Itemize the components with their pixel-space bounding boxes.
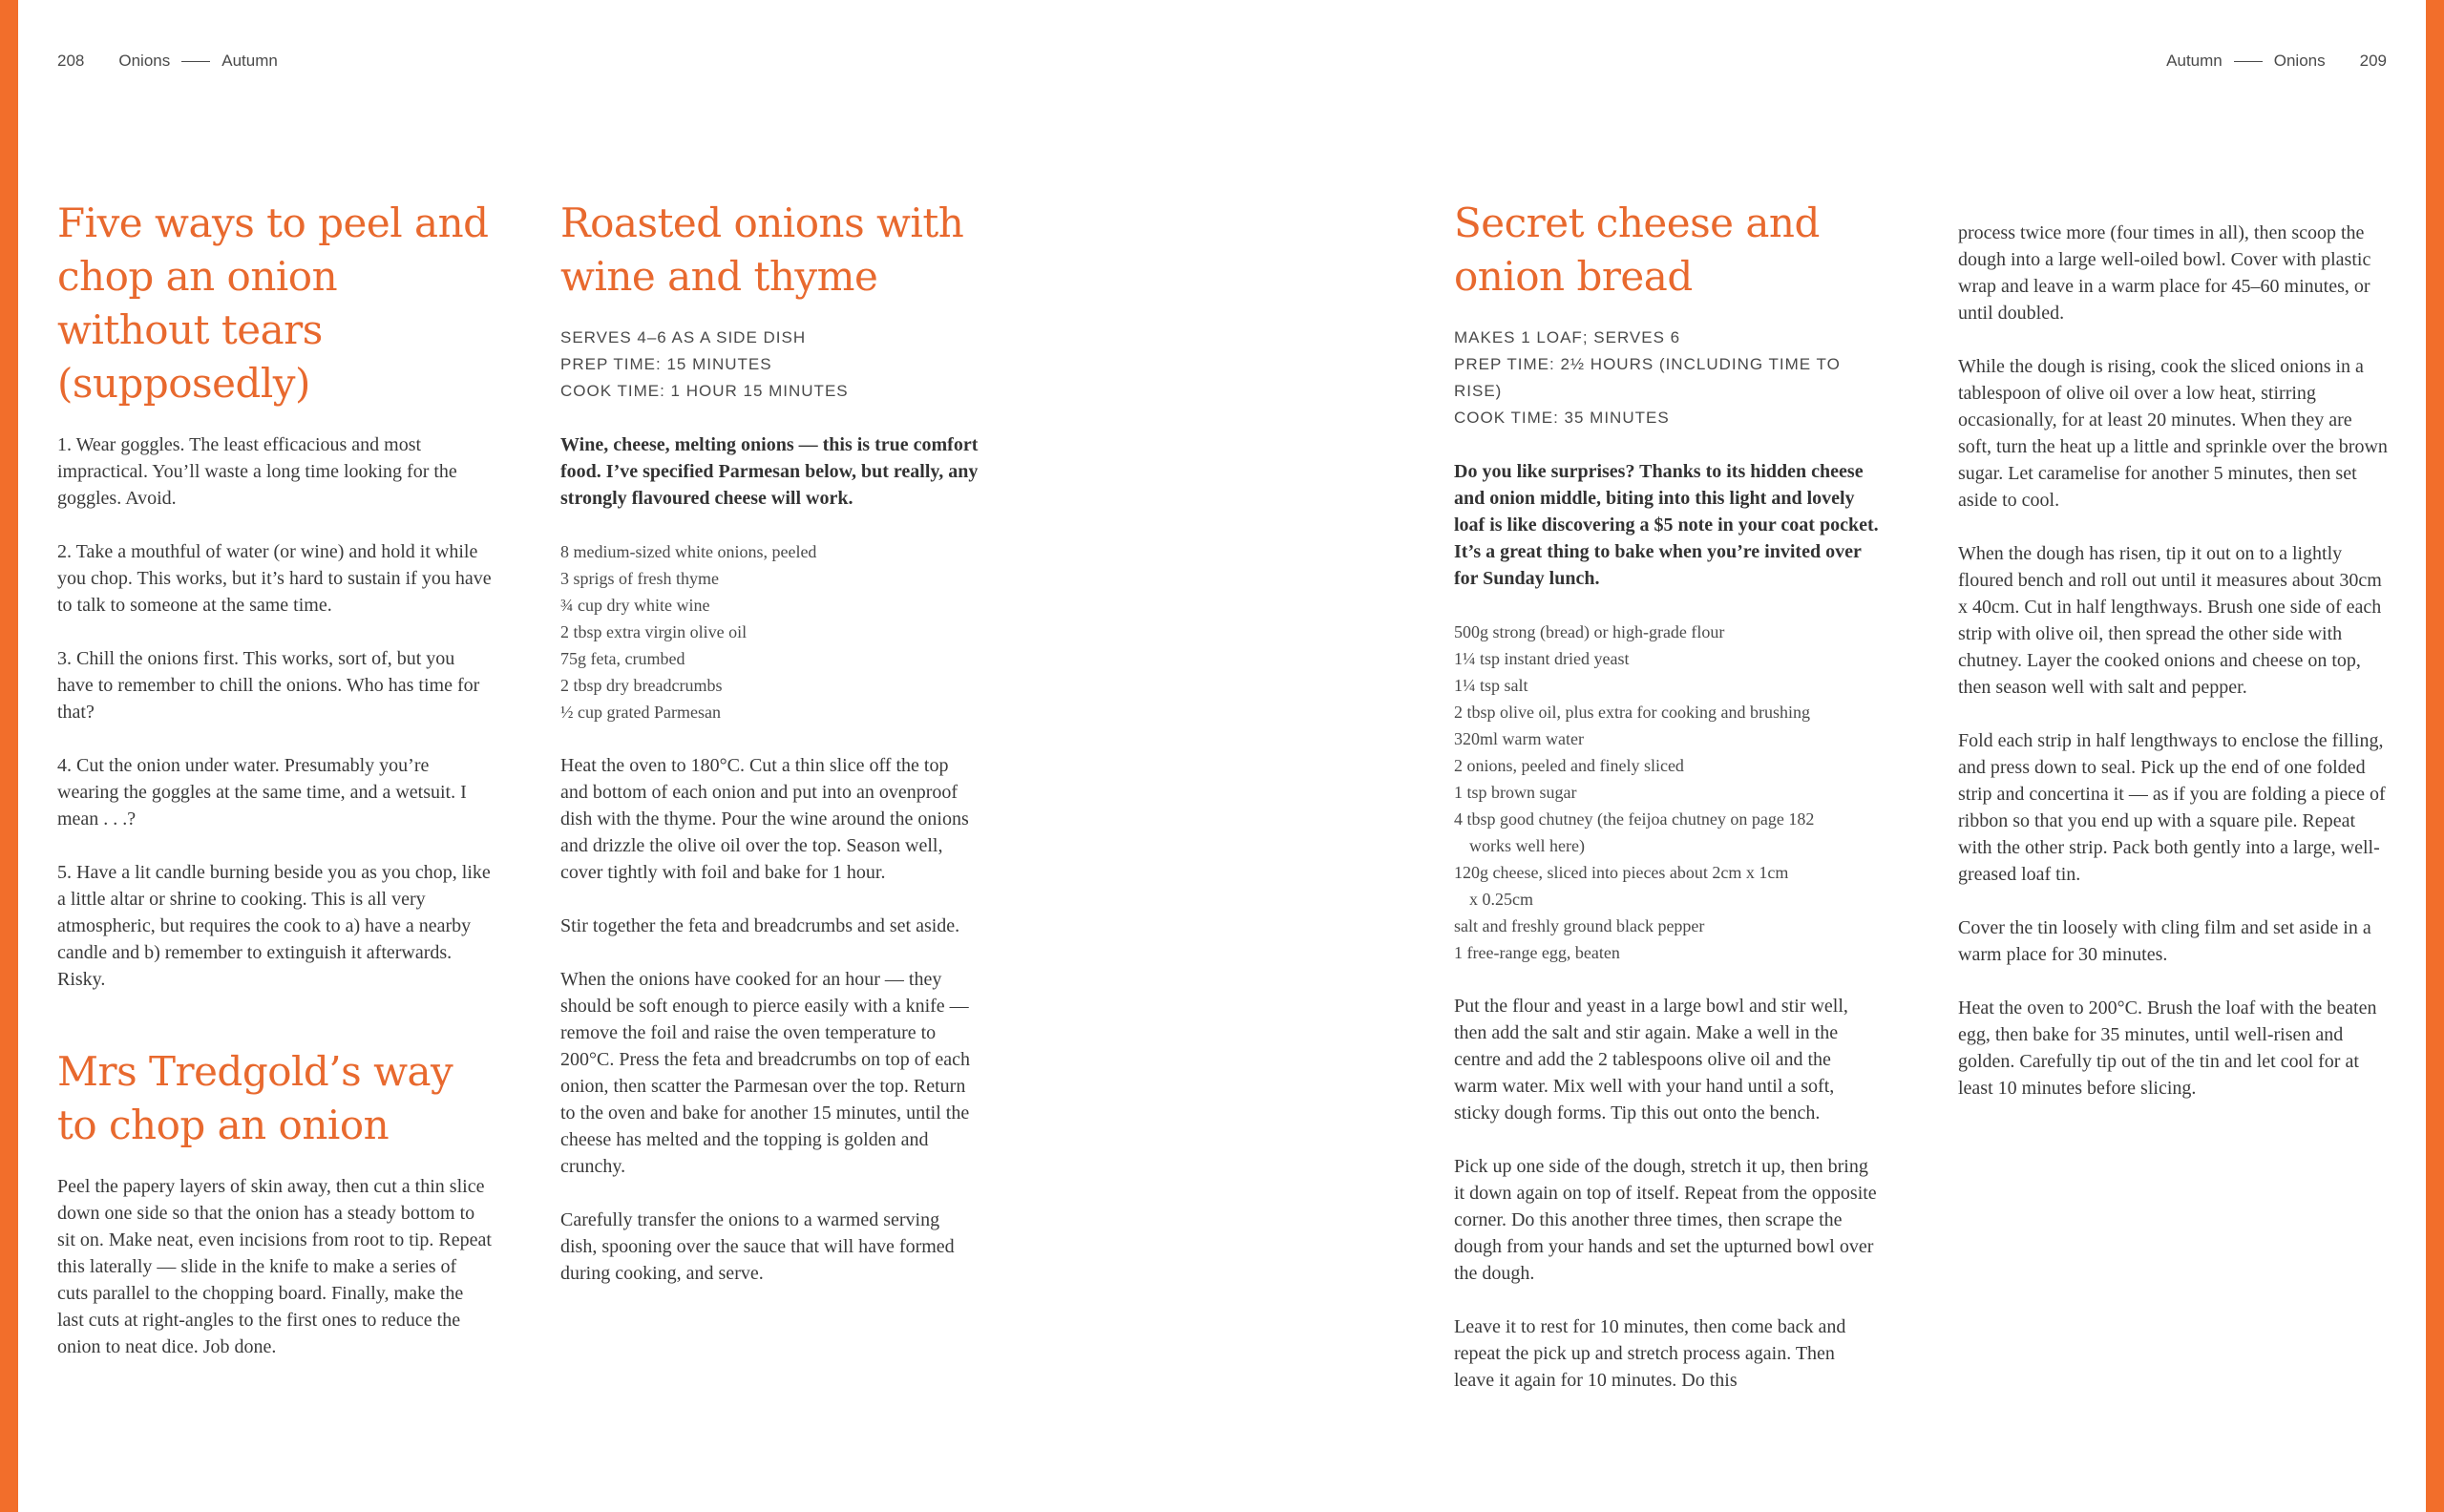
recipe-intro: Wine, cheese, melting onions — this is true comfort food. I’ve specified Parmesan below, but really, any strongly flavoured cheese will work.: [560, 434, 979, 509]
left-page-edge-band: [0, 0, 18, 1512]
method-step: Pick up one side of the dough, stretch it up, then bring it down again on top of itself. Repeat from the opposite corner. Do this another three times, then scrape the dough from your hands and set the upturned bowl over the dough.: [1454, 1156, 1877, 1284]
ingredient-item: ½ cup grated Parmesan: [560, 703, 721, 722]
right-page-edge-band: [2426, 0, 2444, 1512]
ingredient-item: 2 tbsp olive oil, plus extra for cooking and brushing: [1454, 703, 1810, 722]
method-step: Cover the tin loosely with cling film and set aside in a warm place for 30 minutes.: [1958, 917, 2371, 965]
page-number-left: 208: [57, 52, 85, 70]
ingredient-item: 4 tbsp good chutney (the feijoa chutney on page 182: [1454, 809, 1815, 829]
roasted-title: Roasted onions with wine and thyme: [560, 200, 964, 300]
ingredient-list: [1454, 619, 1879, 966]
prep-time-line: PREP TIME: 2½ HOURS (INCLUDING TIME TO RISE): [1454, 355, 1841, 400]
ingredient-item: 2 tbsp dry breadcrumbs: [560, 676, 723, 695]
ingredient-list: [560, 538, 980, 725]
ingredient-item: 1¼ tsp instant dried yeast: [1454, 649, 1630, 668]
ingredient-item: 8 medium-sized white onions, peeled: [560, 542, 817, 561]
makes-line: MAKES 1 LOAF; SERVES 6: [1454, 328, 1681, 346]
ingredient-item: 3 sprigs of fresh thyme: [560, 569, 719, 588]
column-five-ways: [57, 197, 492, 1360]
header-rule: [181, 61, 210, 62]
ingredient-item: ¾ cup dry white wine: [560, 596, 710, 615]
right-page-header: [2166, 52, 2387, 71]
column-cheese-bread: [1454, 197, 1879, 1394]
header-section-autumn: Autumn: [221, 52, 278, 70]
method-step: Stir together the feta and breadcrumbs and set aside.: [560, 915, 960, 936]
method-step: Fold each strip in half lengthways to enclose the filling, and press down to seal. Pick up the end of one folded strip and concertina it — as if you are folding a piece of ribbon so that you end up with a square pile. Repeat with the other strip. Pack both gently into a large, well-greased loaf tin.: [1958, 730, 2386, 885]
tip-item: 3. Chill the onions first. This works, sort of, but you have to remember to chill the onions. Who has time for that?: [57, 648, 480, 723]
method-step: When the dough has risen, tip it out on to a lightly floured bench and roll out until it measures about 30cm x 40cm. Cut in half lengthways. Brush one side of each strip with olive oil, then spread the other side with chutney. Layer the cooked onions and cheese on top, then season well with salt and pepper.: [1958, 543, 2382, 698]
ingredient-item: 500g strong (bread) or high-grade flour: [1454, 622, 1725, 641]
cook-time-line: COOK TIME: 35 MINUTES: [1454, 409, 1670, 427]
method-step: Heat the oven to 180°C. Cut a thin slice off the top and bottom of each onion and put into an ovenproof dish with the thyme. Pour the wine around the onions and drizzle the olive oil over the top. Season well, cover tightly with foil and bake for 1 hour.: [560, 755, 969, 883]
page-number-right: 209: [2359, 52, 2387, 70]
five-ways-title: Five ways to peel and chop an onion without tears (supposedly): [57, 200, 489, 407]
column-roasted-onions: [560, 197, 980, 1287]
header-rule: [2234, 61, 2263, 62]
column-bread-method-continued: [1958, 220, 2388, 1102]
method-step: When the onions have cooked for an hour — they should be soft enough to pierce easily with a knife — remove the foil and raise the oven temperature to 200°C. Press the feta and breadcrumbs on top of each onion, then scatter the Parmesan over the top. Return to the oven and bake for another 15 minutes, until the cheese has melted and the topping is golden and crunchy.: [560, 969, 970, 1177]
method-step: Heat the oven to 200°C. Brush the loaf with the beaten egg, then bake for 35 minutes, until well-risen and golden. Carefully tip out of the tin and let cool for at least 10 minutes before slicing.: [1958, 998, 2377, 1099]
tip-item: 1. Wear goggles. The least efficacious and most impractical. You’ll waste a long time looking for the goggles. Avoid.: [57, 434, 457, 509]
ingredient-item: 75g feta, crumbed: [560, 649, 685, 668]
method-step: Leave it to rest for 10 minutes, then come back and repeat the pick up and stretch process again. Then leave it again for 10 minutes. Do this: [1454, 1316, 1846, 1391]
ingredient-item-continuation: x 0.25cm: [1469, 890, 1533, 909]
ingredient-item-continuation: works well here): [1469, 836, 1585, 855]
tip-item: 2. Take a mouthful of water (or wine) and hold it while you chop. This works, but it’s hard to sustain if you have to talk to someone at the same time.: [57, 541, 492, 616]
ingredient-item: 2 tbsp extra virgin olive oil: [560, 622, 748, 641]
header-section-onions: Onions: [118, 52, 171, 70]
ingredient-item: 1 tsp brown sugar: [1454, 783, 1577, 802]
recipe-intro: Do you like surprises? Thanks to its hidden cheese and onion middle, biting into this light and lovely loaf is like discovering a $5 note in your coat pocket. It’s a great thing to bake when you’re invited over for Sunday lunch.: [1454, 461, 1879, 589]
prep-time-line: PREP TIME: 15 MINUTES: [560, 355, 772, 373]
tredgold-body: Peel the papery layers of skin away, then cut a thin slice down one side so that the onion has a steady bottom to sit on. Make neat, even incisions from root to tip. Repeat this laterally — slide in the knife to make a series of cuts parallel to the chopping board. Finally, make the last cuts at right-angles to the first ones to reduce the onion to neat dice. Job done.: [57, 1176, 492, 1357]
recipe-meta: [560, 325, 980, 405]
method-step: process twice more (four times in all), then scoop the dough into a large well-oiled bowl. Cover with plastic wrap and leave in a warm place for 45–60 minutes, or until doubled.: [1958, 222, 2371, 324]
ingredient-item: 1 free-range egg, beaten: [1454, 943, 1620, 962]
tip-item: 5. Have a lit candle burning beside you as you chop, like a little altar or shrine to cooking. This is all very atmospheric, but requires the cook to a) have a nearby candle and b) remember to extinguish it afterwards. Risky.: [57, 862, 491, 990]
recipe-meta: [1454, 325, 1879, 431]
ingredient-item: 2 onions, peeled and finely sliced: [1454, 756, 1684, 775]
bread-title: Secret cheese and onion bread: [1454, 200, 1820, 300]
ingredient-item: 320ml warm water: [1454, 729, 1584, 748]
tredgold-title: Mrs Tredgold’s way to chop an onion: [57, 1048, 453, 1148]
ingredient-item: 120g cheese, sliced into pieces about 2cm x 1cm: [1454, 863, 1789, 882]
serves-line: SERVES 4–6 AS A SIDE DISH: [560, 328, 807, 346]
header-section-onions: Onions: [2273, 52, 2326, 70]
method-step: Carefully transfer the onions to a warmed serving dish, spooning over the sauce that will have formed during cooking, and serve.: [560, 1209, 955, 1284]
tip-item: 4. Cut the onion under water. Presumably you’re wearing the goggles at the same time, and a wetsuit. I mean . . .?: [57, 755, 467, 830]
ingredient-item: salt and freshly ground black pepper: [1454, 916, 1705, 935]
left-page-header: [57, 52, 278, 71]
cook-time-line: COOK TIME: 1 HOUR 15 MINUTES: [560, 382, 849, 400]
ingredient-item: 1¼ tsp salt: [1454, 676, 1528, 695]
method-step: While the dough is rising, cook the sliced onions in a tablespoon of olive oil over a low heat, stirring occasionally, for at least 20 minutes. When they are soft, turn the heat up a little and sprinkle over the brown sugar. Let caramelise for another 5 minutes, then set aside to cool.: [1958, 356, 2388, 511]
header-section-autumn: Autumn: [2166, 52, 2223, 70]
method-step: Put the flour and yeast in a large bowl and stir well, then add the salt and stir again. Make a well in the centre and add the 2 tablespoons olive oil and the warm water. Mix well with your hand until a soft, sticky dough forms. Tip this out onto the bench.: [1454, 996, 1848, 1124]
